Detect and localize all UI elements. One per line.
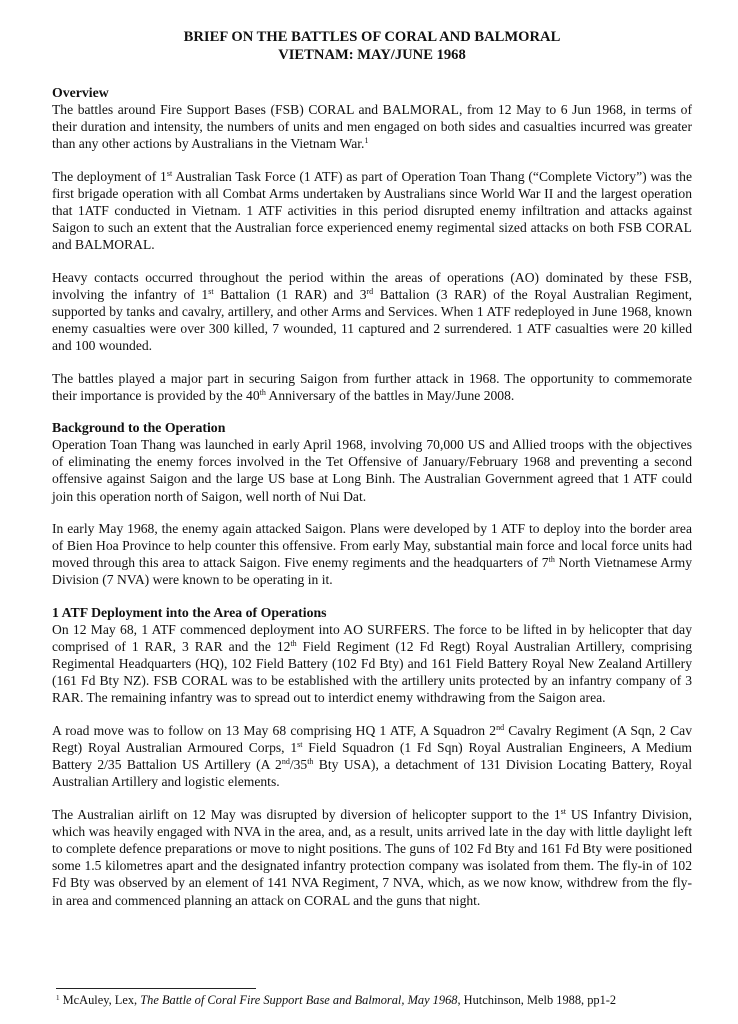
ordinal-suffix: st — [560, 806, 566, 816]
ordinal-suffix: st — [208, 286, 214, 296]
overview-p3-text: Battalion (1 RAR) and 3 — [213, 286, 367, 302]
overview-p4-text: The battles played a major part in securing Saigon from further attack in 1968. The opportunity to commemorate their importance is provided by the 40 — [52, 370, 692, 403]
background-section — [52, 419, 692, 589]
footnote-author: McAuley, Lex, — [62, 993, 141, 1007]
title-line-2: VIETNAM: MAY/JUNE 1968 — [278, 47, 466, 63]
ordinal-suffix: th — [307, 757, 314, 767]
overview-p4-text: Anniversary of the battles in May/June 2008. — [265, 387, 515, 403]
footnote — [56, 993, 696, 1008]
overview-p3-text: Heavy contacts occurred throughout the period within the areas of operations (AO) dominated by these FSB, involving the infantry of 1 — [52, 269, 692, 302]
deployment-p3-text: The Australian airlift on 12 May was disrupted by diversion of helicopter support to the 1 — [52, 806, 561, 822]
ordinal-suffix: th — [548, 555, 555, 565]
document-title — [52, 28, 692, 64]
ordinal-suffix: nd — [281, 757, 290, 767]
footnote-reference: 1 — [364, 136, 369, 146]
footnote-publication: , Hutchinson, Melb 1988, pp1-2 — [457, 993, 617, 1007]
overview-section — [52, 84, 692, 404]
ordinal-suffix: rd — [366, 286, 374, 296]
overview-p3-text: Battalion (3 RAR) of the Royal Australian Regiment, supported by tanks and cavalry, artillery, and other Arms and Services. When 1 ATF redeployed in June 1968, known enemy casualties were over 300 killed, 7 wounded, 11 captured and 2 surrendered. 1 ATF casualties were 20 killed and 100 wounded. — [52, 286, 692, 354]
overview-paragraph-1 — [52, 101, 692, 153]
ordinal-suffix: th — [259, 387, 266, 397]
deployment-paragraph-2 — [52, 722, 692, 791]
deployment-heading: 1 ATF Deployment into the Area of Operations — [52, 604, 327, 620]
deployment-p1-text: On 12 May 68, 1 ATF commenced deployment into AO SURFERS. The force to be lifted in by helicopter that day comprised of 1 RAR, 3 RAR and the 12 — [52, 621, 692, 654]
overview-p2-text: Australian Task Force (1 ATF) as part of Operation Toan Thang (“Complete Victory”) was the first brigade operation with all Combat Arms undertaken by Australians since World War II and the largest operation that 1ATF conducted in Vietnam. 1 ATF activities in this period disrupted enemy infiltration and attacks against Saigon to such an extent that the Australian force experienced enemy regimental sized attacks on both FSB CORAL and BALMORAL. — [52, 168, 692, 253]
background-p2-text: North Vietnamese Army Division (7 NVA) were known to be operating in it. — [52, 555, 692, 588]
overview-paragraph-2 — [52, 168, 692, 254]
overview-heading: Overview — [52, 85, 109, 100]
background-heading: Background to the Operation — [52, 420, 226, 436]
overview-p2-text: The deployment of 1 — [52, 168, 167, 184]
ordinal-suffix: nd — [496, 722, 505, 732]
footnote-mark: 1 — [56, 994, 60, 1002]
deployment-section — [52, 604, 692, 909]
background-paragraph-2 — [52, 520, 692, 589]
deployment-p2-text: Bty USA), a detachment of 131 Division Locating Battery, Royal Australian Artillery and logistic elements. — [52, 757, 692, 790]
overview-p1-text: The battles around Fire Support Bases (FSB) CORAL and BALMORAL, from 12 May to 6 Jun 1968, in terms of their duration and intensity, the numbers of units and men engaged on both sides and casualties incurred was greater than any other actions by Australians in the Vietnam War. — [52, 102, 692, 152]
ordinal-suffix: st — [166, 168, 173, 178]
deployment-p3-text: US Infantry Division, which was heavily engaged with NVA in the area, and, as a result, units arrived late in the day with little daylight left to complete defence preparations or move to night positions. The guns of 102 Fd Bty and 161 Fd Bty were positioned some 1.5 kilometres apart and the designated infantry protection company was isolated from them. The fly-in of 102 Fd Bty was observed by an element of 141 NVA Regiment, 7 NVA, which, as we now know, withdrew from the fly-in area and commenced planning an attack on CORAL and the guns that night. — [52, 806, 692, 908]
footnote-book-title: The Battle of Coral Fire Support Base and Balmoral, May 1968 — [140, 993, 458, 1007]
background-paragraph-1: Operation Toan Thang was launched in early April 1968, involving 70,000 US and Allied troops with the objectives of eliminating the enemy forces involved in the Tet Offensive of January/February 1968 and preventing a second offensive against Saigon and the large US base at Long Binh. The Australian Government agreed that 1 ATF could join this operation north of Saigon, well north of Nui Dat. — [52, 437, 692, 504]
background-p2-text: In early May 1968, the enemy again attacked Saigon. Plans were developed by 1 ATF to deploy into the border area of Bien Hoa Province to help counter this offensive. From early May, substantial main force and local force units had moved through this area to attack Saigon. Five enemy regiments and the headquarters of 7 — [52, 520, 692, 571]
deployment-p2-text: A road move was to follow on 13 May 68 comprising HQ 1 ATF, A Squadron 2 — [52, 722, 497, 738]
deployment-p1-text: Field Regiment (12 Fd Regt) Royal Australian Artillery, comprising Regimental Headquarters (HQ), 102 Field Battery (102 Fd Bty) and 161 Field Battery Royal New Zealand Artillery (161 Fd Bty NZ). FSB CORAL was to be established with the artillery units protected by an infantry company of 3 RAR. The remaining infantry was to spread out to interdict enemy withdrawing from the Saigon area. — [52, 638, 692, 706]
deployment-p2-text: /35 — [289, 757, 308, 773]
deployment-paragraph-3 — [52, 806, 692, 909]
ordinal-suffix: th — [290, 638, 297, 648]
footnote-separator — [56, 988, 256, 989]
deployment-p2-text: Cavalry Regiment (A Sqn, 2 Cav Regt) Royal Australian Armoured Corps, 1 — [52, 722, 693, 755]
deployment-paragraph-1 — [52, 621, 692, 707]
overview-paragraph-3 — [52, 269, 692, 355]
title-line-1: BRIEF ON THE BATTLES OF CORAL AND BALMORAL — [183, 29, 561, 45]
overview-paragraph-4 — [52, 370, 692, 404]
deployment-p2-text: Field Squadron (1 Fd Sqn) Royal Australian Engineers, A Medium Battery 2/35 Battalion US Artillery (A 2 — [52, 739, 692, 773]
ordinal-suffix: st — [297, 739, 303, 749]
